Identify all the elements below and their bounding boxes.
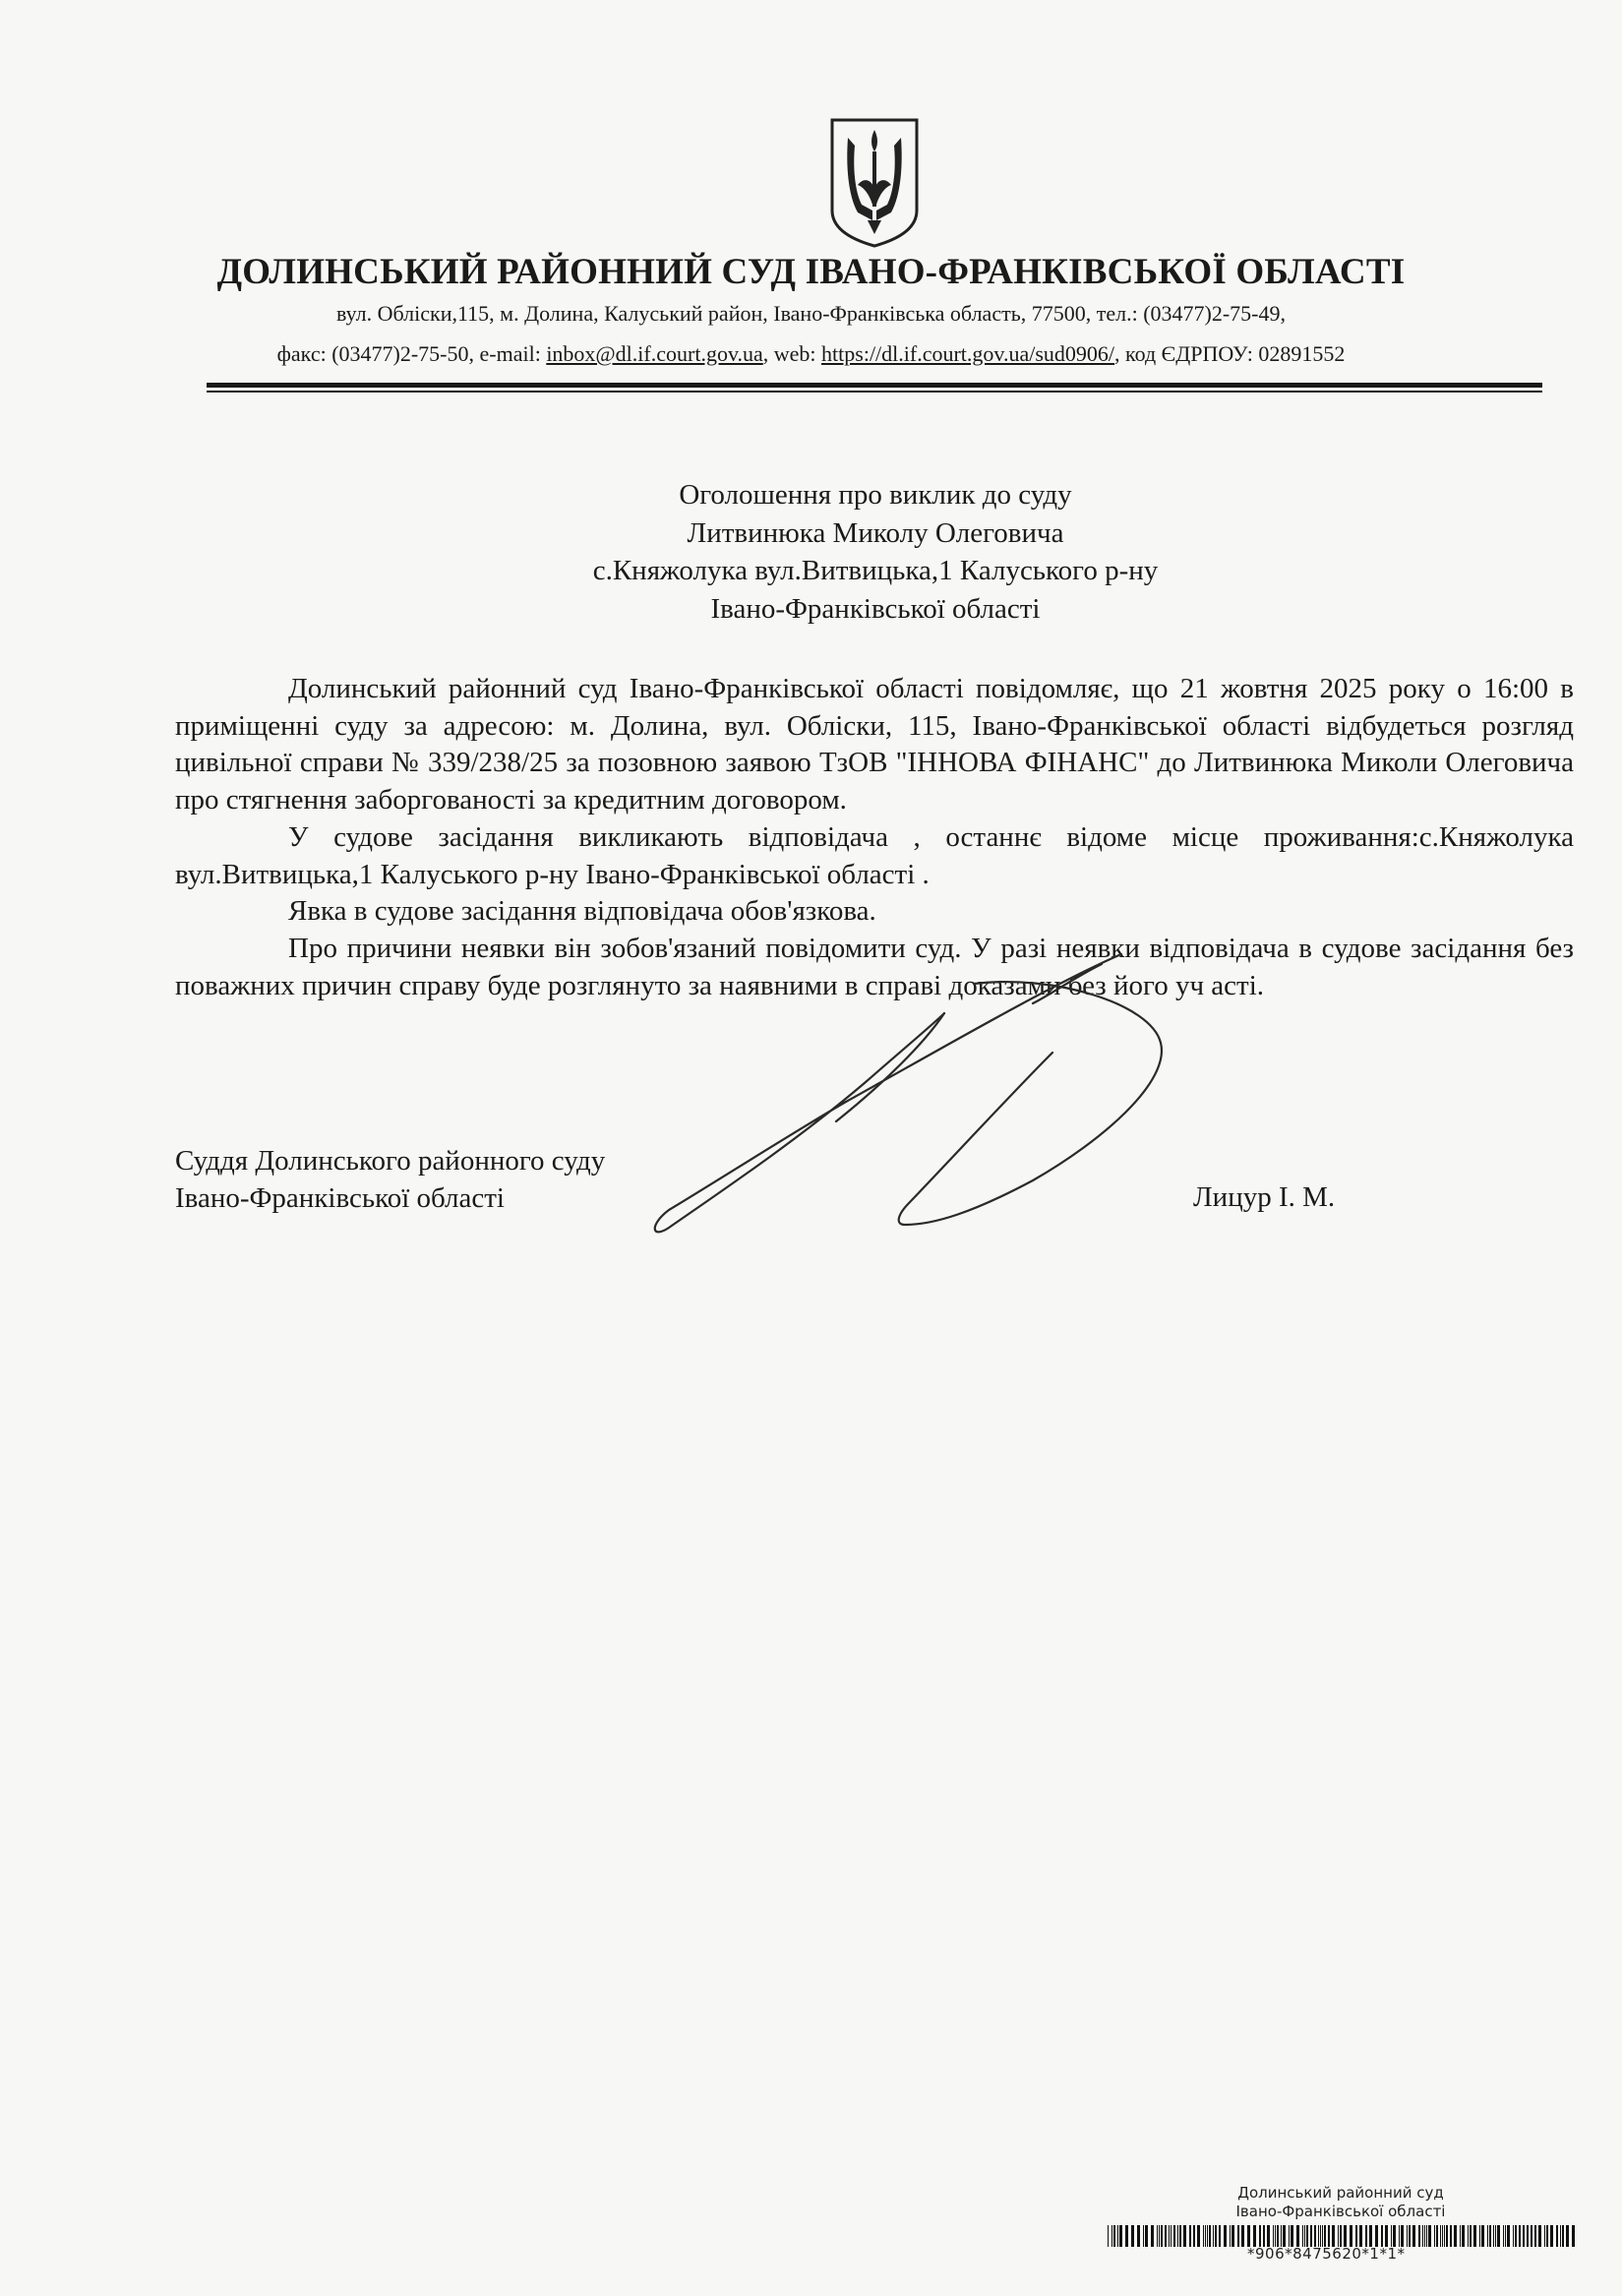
barcode-icon <box>1108 2225 1576 2247</box>
judge-position <box>175 1143 605 1217</box>
body-paragraph-hearing: Долинський районний суд Івано-Франківської області повідомляє, що 21 жовтня 2025 року о 16:00 в приміщенні суду за адресою: м. Долина, вул. Обліски, 115, Івано-Франківської області відбудеться розгляд цивільної справи № 339/238/25 за позовною заявою ТзОВ "ІННОВА ФІНАНС" до Литвинюка Миколи Олеговича про стягнення заборгованості за кредитним договором. <box>175 673 1574 816</box>
judge-position-line2: Івано-Франківської області <box>175 1181 505 1214</box>
notice-addressee: Литвинюка Миколу Олеговича <box>687 516 1064 549</box>
header-divider-thin <box>207 391 1542 393</box>
court-contacts <box>0 341 1622 367</box>
judge-name: Лицур І. М. <box>1193 1181 1336 1213</box>
website-link[interactable]: https://dl.if.court.gov.ua/sud0906/ <box>821 341 1115 366</box>
notice-title-block <box>0 476 1622 628</box>
body-paragraph-consequences: Про причини неявки він зобов'язаний повідомити суд. У разі неявки відповідача в судове засідання без поважних причин справу буде розглянуто за наявними в справі доказами без його уч асті. <box>175 932 1574 1001</box>
body-paragraph-summons: У судове засідання викликають відповідача , останнє відоме місце проживання:с.Княжолука вул.Витвицька,1 Калуського р-ну Івано-Франківської області . <box>175 820 1574 890</box>
court-address: вул. Обліски,115, м. Долина, Калуський район, Івано-Франківська область, 77500, тел.: (03477)2-75-49, <box>335 301 1287 326</box>
court-name-heading: ДОЛИНСЬКИЙ РАЙОННИЙ СУД ІВАНО-ФРАНКІВСЬКОЇ ОБЛАСТІ <box>216 252 1406 292</box>
trident-coat-of-arms-icon <box>828 116 921 250</box>
web-prefix-text: , web: <box>762 341 822 366</box>
body-paragraph-attendance: Явка в судове засідання відповідача обов'язкова. <box>288 895 876 928</box>
notice-address: с.Княжолука вул.Витвицька,1 Калуського р-ну <box>592 555 1159 586</box>
stamp-region: Івано-Франківської області <box>1235 2203 1446 2220</box>
edrpou-text: , код ЄДРПОУ: 02891552 <box>1114 341 1346 366</box>
stamp-barcode-number: *906*8475620*1*1* <box>1247 2245 1406 2263</box>
notice-region: Івано-Франківської області <box>710 592 1041 625</box>
stamp-court-name: Долинський районний суд <box>1237 2184 1444 2202</box>
email-link[interactable]: inbox@dl.if.court.gov.ua <box>546 341 763 366</box>
notice-title: Оголошення про виклик до суду <box>679 479 1072 511</box>
header-divider-thick <box>207 383 1542 388</box>
judge-position-line1: Суддя Долинського районного суду <box>175 1145 606 1177</box>
fax-text: факс: (03477)2-75-50, e-mail: <box>276 341 547 366</box>
handwritten-signature-icon <box>639 944 1190 1259</box>
